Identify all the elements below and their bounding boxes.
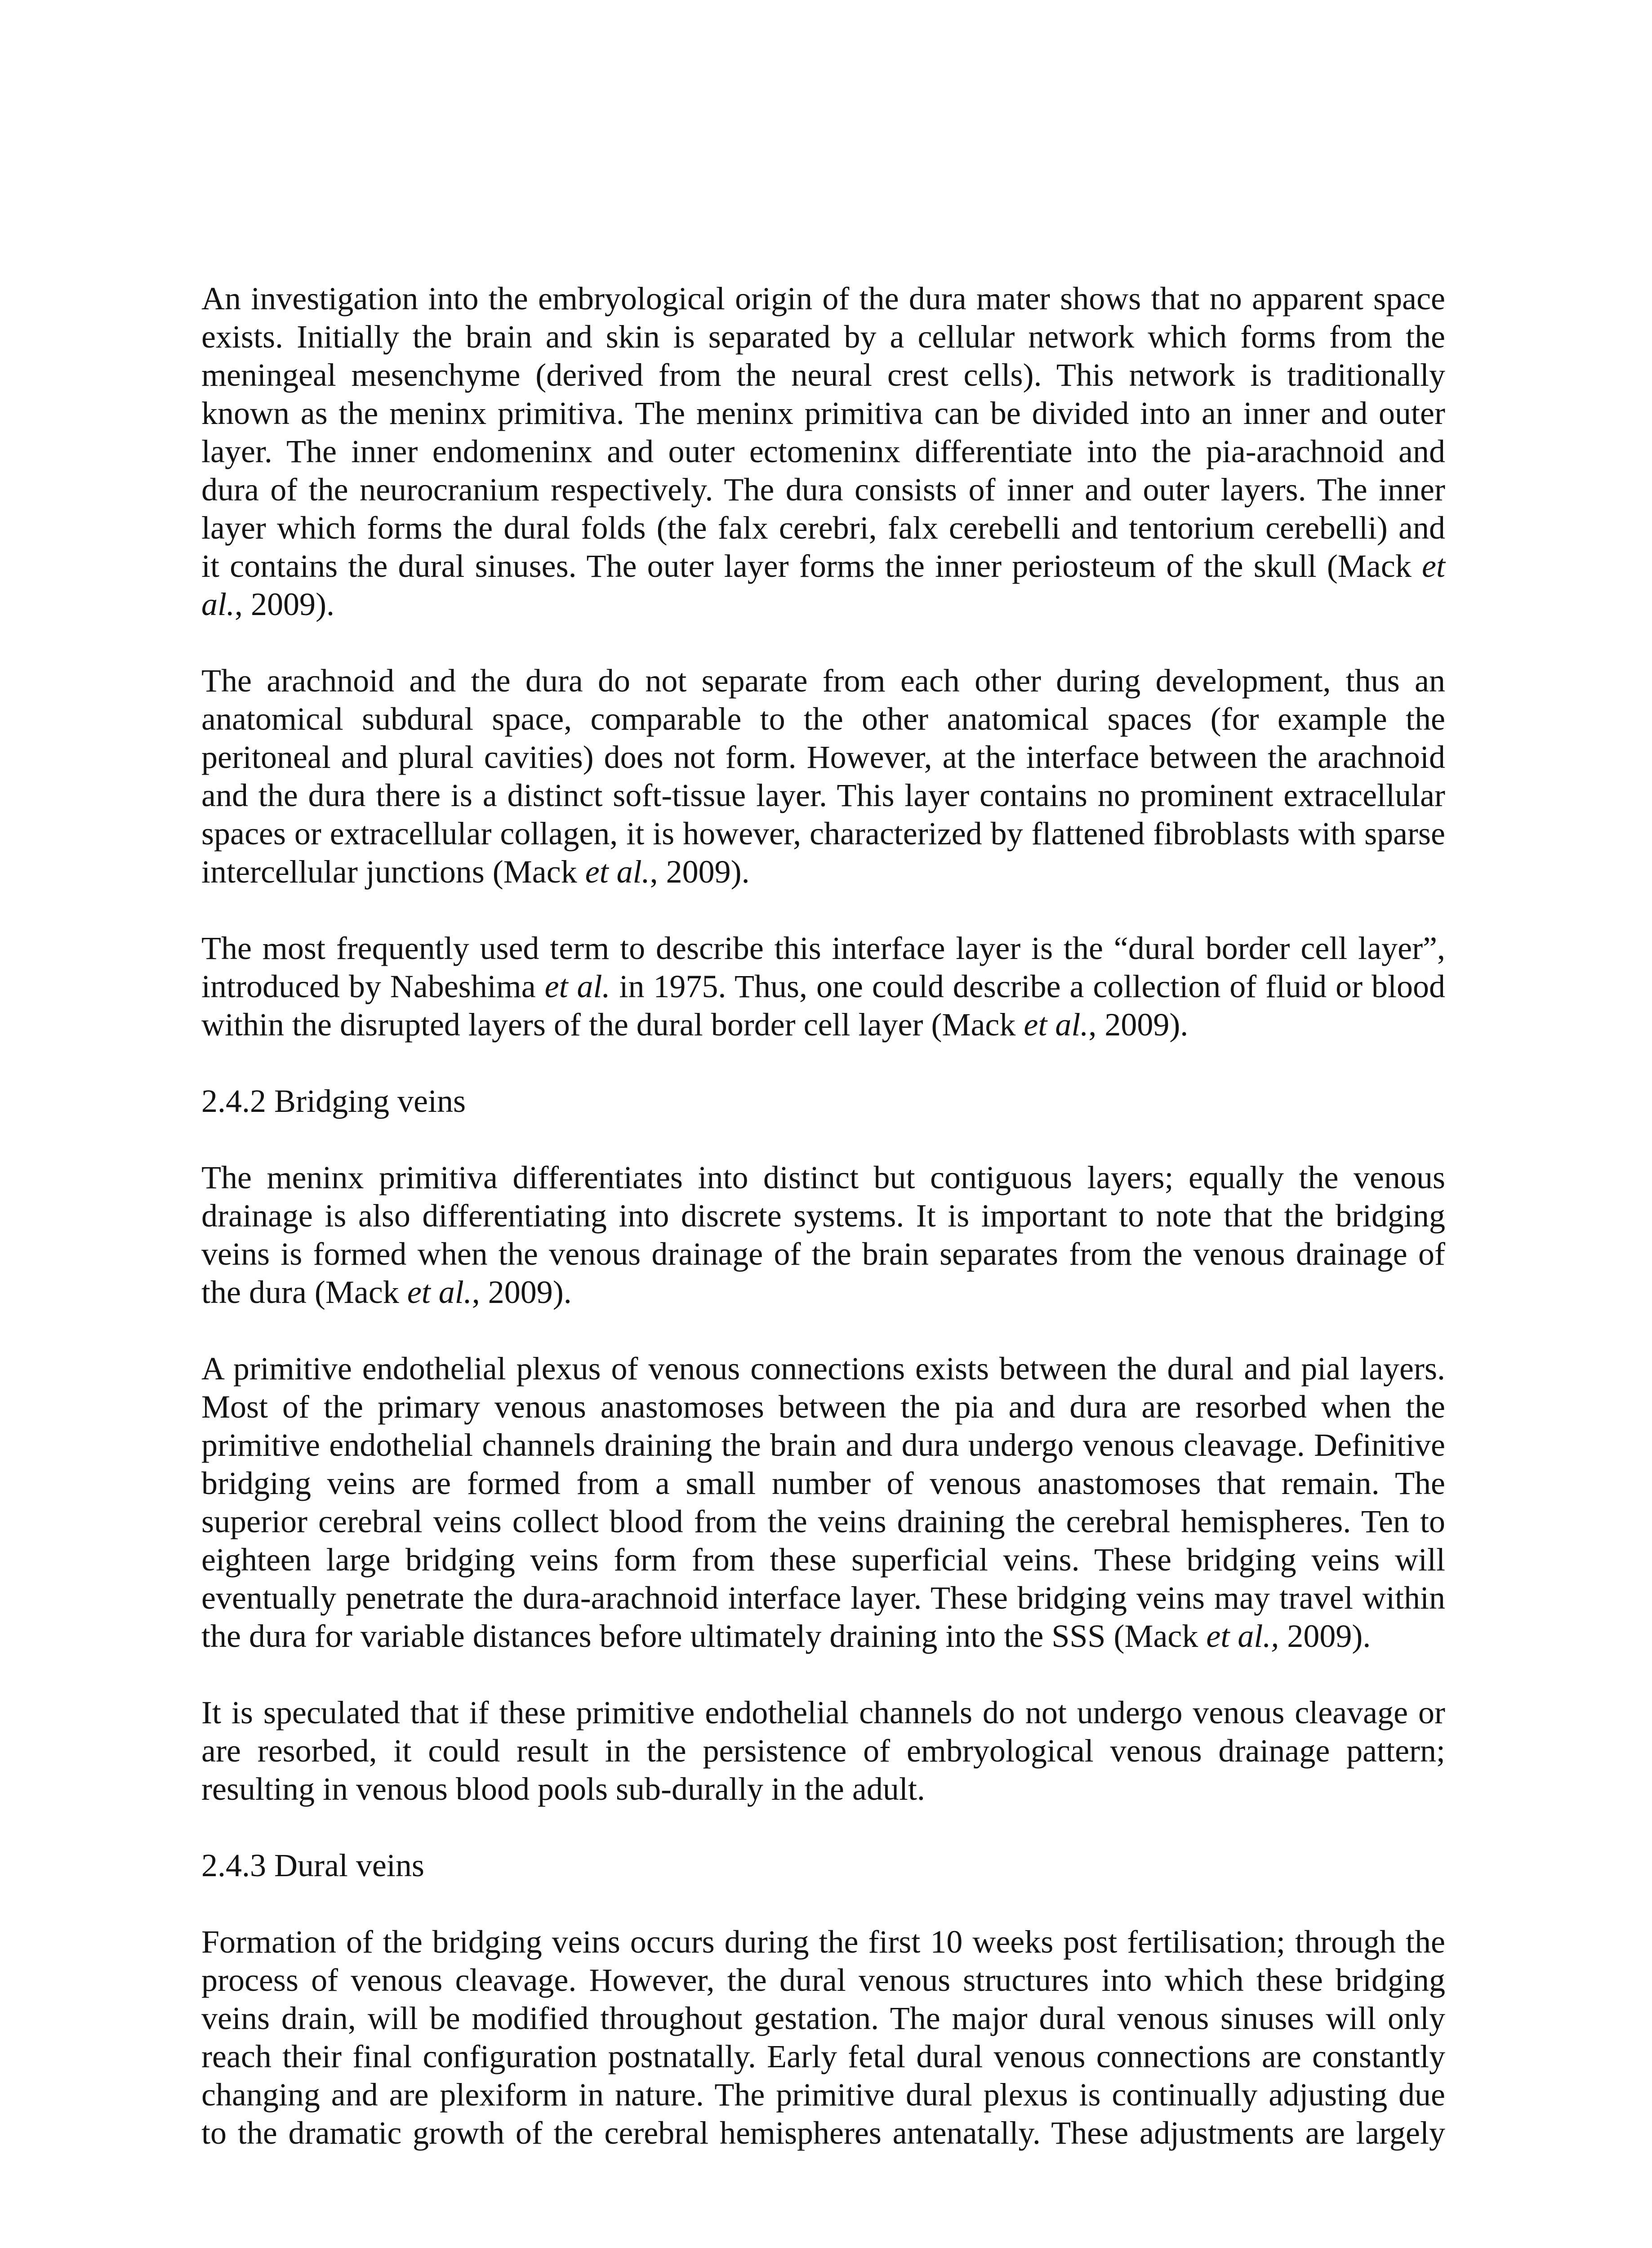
text-line: eighteen large bridging veins form from these superficial veins. These bridging veins will [201,1542,1445,1578]
text-line: The arachnoid and the dura do not separate from each other during development, thus an [201,663,1445,699]
section-heading: 2.4.2 Bridging veins [201,1083,466,1119]
text-run: , 2009). [472,1274,572,1310]
italic-text-run: al. [201,586,235,622]
text-run: , 2009). [235,586,334,622]
text-line: Formation of the bridging veins occurs during the first 10 weeks post fertilisation; through the [201,1924,1445,1960]
paragraph-5 [201,1350,1445,1655]
text-line: and the dura there is a distinct soft-tissue layer. This layer contains no prominent extracellular [201,777,1445,813]
text-line: changing and are plexiform in nature. The primitive dural plexus is continually adjusting due [201,2077,1445,2113]
text-line: spaces or extracellular collagen, it is however, characterized by flattened fibroblasts with sparse [201,816,1445,852]
text-line: anatomical subdural space, comparable to the other anatomical spaces (for example the [201,701,1445,737]
text-run: introduced by Nabeshima [201,968,545,1004]
text-line: known as the meninx primitiva. The meninx primitiva can be divided into an inner and outer [201,395,1445,431]
italic-text-run: et al. [585,854,650,890]
text-line: eventually penetrate the dura-arachnoid interface layer. These bridging veins may travel within [201,1580,1445,1616]
paragraph-2 [201,662,1445,891]
text-line: layer. The inner endomeninx and outer ectomeninx differentiate into the pia-arachnoid and [201,433,1445,469]
text-line: The meninx primitiva differentiates into distinct but contiguous layers; equally the venous [201,1160,1445,1195]
text-line: primitive endothelial channels draining the brain and dura undergo venous cleavage. Definitive [201,1427,1445,1463]
text-run: , 2009). [1088,1007,1189,1043]
italic-text-run: et [1422,548,1445,584]
text-line: veins drain, will be modified throughout gestation. The major dural venous sinuses will only [201,2000,1445,2036]
text-line: A primitive endothelial plexus of venous connections exists between the dural and pial layers. [201,1351,1445,1387]
paragraph-7 [201,1923,1445,2152]
paragraph-4 [201,1159,1445,1311]
text-run: the dura for variable distances before ultimately draining into the SSS (Mack [201,1618,1207,1654]
body-text [201,280,1445,2190]
text-line [201,853,1445,891]
text-line: An investigation into the embryological origin of the dura mater shows that no apparent space [201,281,1445,317]
paragraph-1 [201,280,1445,624]
text-line: are resorbed, it could result in the persistence of embryological venous drainage pattern; [201,1733,1445,1769]
text-line: resulting in venous blood pools sub-durally in the adult. [201,1771,925,1807]
text-run: within the disrupted layers of the dural border cell layer (Mack [201,1007,1024,1043]
text-line: It is speculated that if these primitive endothelial channels do not undergo venous cleavage or [201,1695,1445,1731]
text-line: layer which forms the dural folds (the falx cerebri, falx cerebelli and tentorium cerebelli) and [201,510,1445,546]
text-line: process of venous cleavage. However, the dural venous structures into which these bridging [201,1962,1445,1998]
text-run: , 2009). [650,854,750,890]
paragraph-3 [201,929,1445,1044]
text-run: in 1975. Thus, one could describe a collection of fluid or blood [610,968,1446,1004]
paragraph-6 [201,1694,1445,1808]
text-line: reach their final configuration postnatally. Early fetal dural venous connections are constantly [201,2038,1445,2074]
text-line [201,547,1445,585]
text-line [201,1617,1445,1655]
text-line: drainage is also differentiating into discrete systems. It is important to note that the bridging [201,1198,1445,1234]
text-run: the dura (Mack [201,1274,407,1310]
italic-text-run: et al. [544,968,610,1004]
text-line: to the dramatic growth of the cerebral hemispheres antenatally. These adjustments are largely [201,2115,1445,2151]
text-line: bridging veins are formed from a small number of venous anastomoses that remain. The [201,1465,1445,1501]
text-run: it contains the dural sinuses. The outer layer forms the inner periosteum of the skull (Mack [201,548,1422,584]
text-line [201,1273,1445,1311]
text-line: superior cerebral veins collect blood from the veins draining the cerebral hemispheres. Ten to [201,1503,1445,1539]
italic-text-run: et al., [1206,1618,1279,1654]
text-line: veins is formed when the venous drainage of the brain separates from the venous drainage of [201,1236,1445,1272]
text-line: dura of the neurocranium respectively. The dura consists of inner and outer layers. The inner [201,472,1445,508]
text-line [201,968,1445,1006]
text-line [201,585,1445,624]
text-line: Most of the primary venous anastomoses between the pia and dura are resorbed when the [201,1389,1445,1425]
text-line [201,1006,1445,1044]
text-line: The most frequently used term to describe this interface layer is the “dural border cell layer”, [201,930,1445,966]
italic-text-run: et al. [407,1274,472,1310]
text-run: intercellular junctions (Mack [201,854,585,890]
text-line: exists. Initially the brain and skin is separated by a cellular network which forms from the [201,319,1445,355]
text-run: 2009). [1279,1618,1371,1654]
text-line: meningeal mesenchyme (derived from the neural crest cells). This network is traditionally [201,357,1445,393]
section-heading: 2.4.3 Dural veins [201,1847,424,1883]
italic-text-run: et al. [1024,1007,1089,1043]
text-line: peritoneal and plural cavities) does not form. However, at the interface between the arachnoid [201,739,1445,775]
